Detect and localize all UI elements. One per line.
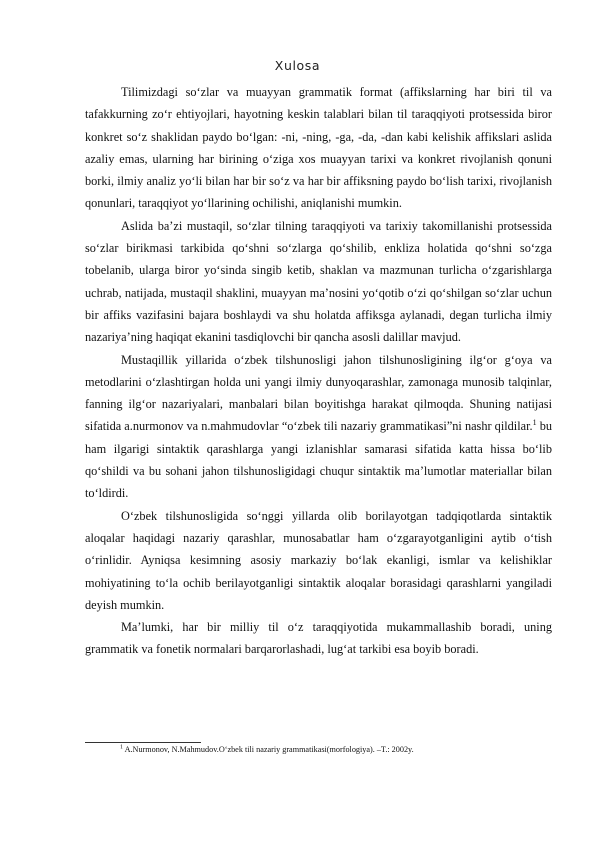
paragraph-1: Tilimizdagi so‘zlar va muayyan grammatik format (affikslarning har biri til va tafakkurning zo‘r ehtiyojlari, hayotning keskin talablari bilan til taraqqiyoti protsessida biror konkret so‘z shaklidan paydo bo‘lgan: -ni, -ning, -ga, -da, -dan kabi kelishik affikslari aslida azaliy emas, ularning har birining o‘ziga xos muayyan tarixi va konkret rivojlanish qonuni borki, ilmiy analiz yo‘li bilan har bir so‘z va har bir affiksning paydo bo‘lish tarixi, rivojlanish qonunlari, taraqqiyot yo‘llarining ochilishi, aniqlanishi mumkin. bbox=[85, 85, 552, 211]
paragraph-5: Ma’lumki, har bir milliy til o‘z taraqqiyotida mukammallashib boradi, uning grammatik va fonetik normalari barqarorlashadi, lug‘at tarkibi esa boyib boradi. bbox=[85, 620, 552, 657]
footnote-divider bbox=[85, 742, 201, 743]
paragraph-2: Aslida ba’zi mustaqil, so‘zlar tilning taraqqiyoti va tarixiy takomillanishi protsessida so‘zlar birikmasi tarkibida qo‘shni so‘zlarga qo‘shilib, enkliza holatida qo‘shni so‘zga tobelanib, ularga biror yo‘sinda singib ketib, shaklan va mazmunan turlicha o‘zgarishlarga uchrab, natijada, mustaqil shaklini, muayyan ma’nosini yo‘qotib o‘zi qo‘shilgan so‘zlar uchun bir affiks vazifasini bajara boshlaydi va shu holatda affiksga aylanadi, degan turlicha ilmiy nazariya’ning haqiqat ekanini tasdiqlovchi bir qancha asosli dalillar mavjud. bbox=[85, 218, 552, 345]
footnote bbox=[120, 745, 560, 754]
footnote-text: A.Nurmonov, N.Mahmudov.O‘zbek tili nazariy grammatikasi(morfologiya). –T.: 2002y. bbox=[123, 745, 414, 754]
paragraph-4: O‘zbek tilshunosligida so‘nggi yillarda olib borilayotgan tadqiqotlarda sintaktik aloqalar haqidagi nazariy qarashlar, munosabatlar ham o‘zgarayotganligini aytib o‘tish o‘rinlidir. Ayniqsa kesimning asosiy markaziy bo‘lak ekanligi, ismlar va kelishiklar mohiyatining to‘la ochib berilayotganligi sintaktik aloqalar borasidagi qarashlarni yangiladi deyish mumkin. bbox=[85, 508, 552, 612]
footnote-mark: 1 bbox=[120, 744, 123, 751]
footnote-reference[interactable]: 1 bbox=[532, 418, 537, 428]
paragraph-3-text-after: bu ham ilgarigi sintaktik qarashlarga yangi izlanishlar samarasi sifatida katta hissa bo‘lib qo‘shildi va bu sohani jahon tilshunosligidagi chuqur sintaktik ma’lumotlar materiallar bilan to‘ldirdi. bbox=[85, 419, 552, 501]
body-text bbox=[85, 81, 552, 661]
page-title: Xulosa bbox=[274, 58, 321, 73]
paragraph-3 bbox=[85, 349, 552, 505]
paragraph-3-text-before: Mustaqillik yillarida o‘zbek tilshunosligi jahon tilshunosligining ilg‘or g‘oya va metodlarini o‘zlashtirgan holda uni yangi ilmiy dunyoqarashlar, zamonaga munosib talqinlar, fanning ilg‘or nazariyalari, manbalari bilan boyitishga harakat qilmoqda. Shuning natijasi sifatida a.nurmonov va n.mahmudovlar “o‘zbek tili nazariy grammatikasi”ni nashr qildilar. bbox=[85, 352, 552, 434]
